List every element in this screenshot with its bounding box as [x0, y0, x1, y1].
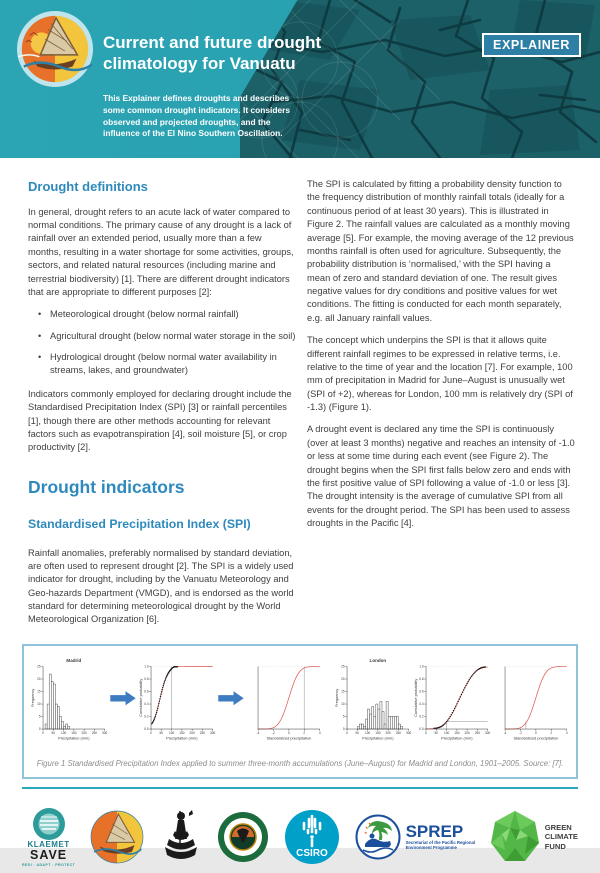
green-climate-fund-logo — [490, 810, 578, 864]
page-title-line1: Current and future drought — [103, 33, 322, 52]
sprep-name: SPREP — [405, 821, 464, 841]
gcf-line3: FUND — [544, 841, 566, 851]
right-column — [307, 178, 575, 636]
svg-text:150: 150 — [454, 730, 460, 735]
svg-text:150: 150 — [71, 730, 77, 735]
explainer-badge: EXPLAINER — [482, 33, 581, 57]
svg-text:0.8: 0.8 — [143, 677, 149, 682]
svg-text:20: 20 — [37, 677, 41, 682]
list-item: • Meteorological drought (below normal rainfall) — [38, 308, 296, 321]
svg-text:0: 0 — [38, 727, 41, 732]
svg-text:Frequency: Frequency — [334, 688, 340, 707]
save-label: SAVE — [30, 847, 68, 862]
svg-text:4: 4 — [319, 730, 321, 735]
svg-text:0: 0 — [149, 730, 152, 735]
madrid-cumulative-probability-chart — [138, 656, 216, 755]
svg-text:5: 5 — [38, 714, 41, 719]
paragraph: The SPI is calculated by fitting a probability density function to the frequency distribution of monthly rainfall totals (ideally for a continuous period of at least 30 years). This is illustrated in Figure 2. The rainfall values are calculated as a monthly moving average [5]. For example, the moving average of the 12 previous months rainfall is often used for agriculture. Subsequently, the probability distribution is ‘normalised,’ with the SPI having a mean of zero and standard deviation of one. The result gives negative values for dry conditions and positive values for wet conditions. The fitting is conducted for each month separately, e.g. all January rainfall values. — [307, 179, 574, 323]
footer-separator — [22, 787, 578, 789]
svg-text:0: 0 — [42, 730, 44, 735]
svg-text:Cumulative probability: Cumulative probability — [413, 678, 419, 717]
svg-text:0: 0 — [343, 727, 345, 732]
klaemet-save-icon — [32, 807, 66, 841]
svg-text:10: 10 — [37, 702, 41, 707]
svg-text:0.2: 0.2 — [419, 714, 424, 719]
svg-text:300: 300 — [209, 730, 216, 735]
csiro-logo — [284, 809, 340, 865]
header-banner — [0, 0, 600, 158]
svg-text:200: 200 — [385, 730, 392, 735]
svg-text:100: 100 — [60, 730, 67, 735]
klaemet-tagline: REDI · ADAPT · PROTECT — [22, 863, 76, 868]
svg-text:300: 300 — [406, 730, 412, 735]
svg-text:Frequency: Frequency — [30, 688, 36, 707]
svg-text:London: London — [369, 657, 387, 663]
right-arrow-icon — [109, 690, 137, 707]
figure-1-box — [22, 644, 578, 779]
svg-text:100: 100 — [365, 730, 371, 735]
svg-text:Precipitation (mm): Precipitation (mm) — [165, 735, 198, 741]
canoe-project-logo — [90, 810, 144, 864]
vanuatu-canoe-logo — [16, 10, 94, 88]
svg-text:25: 25 — [341, 664, 345, 669]
canoe-circle-icon — [90, 810, 144, 864]
paragraph: Rainfall anomalies, preferably normalised by standard deviation, are often used to represent drought [2]. The SPI is a widely used indicator for drought, including by the Vanuatu Meteorology and Geo-hazards Department (VMGD), and is endorsed as the world standard for determining meteorological drought by the World Meteorological Organization [6]. — [28, 547, 294, 625]
sprep-text — [406, 823, 476, 851]
svg-text:50: 50 — [355, 730, 360, 735]
list-item: • Hydrological drought (below normal water availability in streams, lakes, and groundwater) — [38, 351, 296, 378]
svg-text:Precipitation (mm): Precipitation (mm) — [362, 735, 394, 741]
svg-text:20: 20 — [341, 677, 345, 682]
vmgd-circle-icon — [217, 811, 269, 863]
svg-text:2: 2 — [303, 730, 306, 735]
paragraph: A drought event is declared any time the SPI is continuously (over at least 3 months) negative and reaches an intensity of -1.0 or less at some time during each event (see Figure 2). The drought begins when the SPI first falls below zero and ends with the first positive value of SPI following a value of -1.0 or less [3]. The drought intensity is the average of cumulative SPI from all events for the drought period. The SPI has been used to assess droughts in the Pacific [4]. — [307, 424, 575, 528]
svg-text:Precipitation (mm): Precipitation (mm) — [441, 735, 473, 741]
page-title — [103, 33, 333, 74]
gcf-line2: CLIMATE — [544, 832, 578, 842]
svg-text:0: 0 — [425, 730, 427, 735]
svg-text:Madrid: Madrid — [66, 657, 82, 663]
vmgd-logo — [217, 811, 269, 863]
svg-text:-2: -2 — [518, 730, 522, 735]
heading-drought-definitions: Drought definitions — [28, 179, 148, 194]
london-standardized-precipitation-chart — [492, 656, 570, 755]
svg-text:Cumulative probability: Cumulative probability — [137, 678, 143, 717]
svg-text:300: 300 — [102, 730, 108, 735]
page-subtitle: This Explainer defines droughts and describes some common drought indicators. It considers observed and projected droughts, and the influence of the El Nino Southern Oscillation. — [103, 93, 291, 139]
svg-text:0.0: 0.0 — [143, 727, 149, 732]
svg-text:100: 100 — [168, 730, 174, 735]
svg-text:15: 15 — [341, 689, 345, 694]
paragraph: Indicators commonly employed for declaring drought include the Standardised Precipitation Index (SPI) [3] or rainfall percentiles [1], though there are other methods accounting for relevant factors such as evapotranspiration [4], soil moisture [5], or crop productivity [2]. — [28, 388, 292, 453]
paragraph: The concept which underpins the SPI is that it allows quite different rainfall regimes to be expressed in relative terms, i.e. relative to the time of year and the location [7]. For example, 100 mm of precipitation in Madrid for June–August is unusually wet (SPI of +2), whereas for London, 100 mm is relatively dry (SPI of -1.3) (Figure 1). — [307, 335, 573, 412]
svg-text:200: 200 — [464, 730, 470, 735]
svg-text:250: 250 — [91, 730, 98, 735]
svg-text:0.6: 0.6 — [143, 689, 149, 694]
svg-text:4: 4 — [565, 730, 568, 735]
svg-text:0: 0 — [346, 730, 349, 735]
svg-text:0.6: 0.6 — [419, 689, 424, 694]
sprep-island-icon — [355, 814, 401, 860]
figure-1-caption: Figure 1 Standardised Precipitation Index applied to summer three-month accumulations (June–August) for Madrid and London, 1901–2005. Source: [7]. — [36, 758, 564, 768]
list-item: • Agricultural drought (below normal water storage in the soil) — [38, 330, 296, 343]
csiro-circle-icon — [284, 809, 340, 865]
partner-logos — [22, 801, 578, 873]
svg-text:5: 5 — [343, 714, 345, 719]
svg-text:50: 50 — [434, 730, 439, 735]
svg-text:0.2: 0.2 — [143, 714, 149, 719]
svg-text:250: 250 — [474, 730, 481, 735]
svg-text:0.0: 0.0 — [419, 727, 424, 732]
svg-text:-4: -4 — [257, 730, 260, 735]
klaemet-save-logo — [22, 807, 75, 867]
svg-text:1.0: 1.0 — [419, 664, 424, 669]
heading-spi: Standardised Precipitation Index (SPI) — [28, 516, 251, 531]
body-columns — [0, 158, 600, 636]
gcf-line1: GREEN — [544, 822, 572, 832]
svg-text:-4: -4 — [503, 730, 507, 735]
sprep-subtitle-2: Environment Programme — [405, 845, 457, 851]
drought-types-list — [28, 308, 296, 378]
right-arrow-icon — [217, 690, 245, 707]
svg-text:0: 0 — [534, 730, 537, 735]
csiro-label: CSIRO — [296, 847, 328, 859]
svg-text:0.8: 0.8 — [419, 677, 424, 682]
svg-text:2: 2 — [550, 730, 553, 735]
svg-text:0.4: 0.4 — [143, 702, 149, 707]
svg-text:100: 100 — [444, 730, 450, 735]
svg-text:50: 50 — [51, 730, 56, 735]
coat-of-arms-icon — [159, 809, 203, 865]
svg-text:Standardized precipitation: Standardized precipitation — [513, 735, 559, 741]
svg-text:250: 250 — [396, 730, 402, 735]
svg-text:300: 300 — [485, 730, 491, 735]
svg-text:150: 150 — [178, 730, 185, 735]
svg-text:15: 15 — [37, 689, 41, 694]
svg-text:25: 25 — [37, 664, 41, 669]
figure-1-charts — [30, 656, 570, 755]
svg-text:1.0: 1.0 — [143, 664, 149, 669]
vanuatu-coat-of-arms-logo — [159, 809, 203, 865]
gcf-text — [545, 823, 578, 851]
madrid-histogram-chart — [30, 656, 108, 755]
canoe-sail-icon — [16, 10, 94, 88]
paragraph: In general, drought refers to an acute lack of water compared to normal conditions. The primary cause of any drought is a lack of rainfall over an extended period, usually more than a few months, resulting in a water shortage for some activities, groups, sectors, and related natural resources (including marine and terrestrial biodiversity) [1]. There are different drought indicators that are appropriate to different purposes [2]: — [28, 206, 294, 297]
sprep-subtitle-1: Secretariat of the Pacific Regional — [405, 839, 476, 845]
london-histogram-chart — [334, 656, 412, 755]
svg-text:150: 150 — [375, 730, 381, 735]
svg-text:0: 0 — [288, 730, 291, 735]
svg-text:200: 200 — [81, 730, 87, 735]
svg-text:250: 250 — [199, 730, 205, 735]
gcf-globe-icon — [490, 810, 540, 864]
svg-text:10: 10 — [341, 702, 345, 707]
page-title-line2: climatology for Vanuatu — [103, 53, 296, 73]
svg-text:Precipitation (mm): Precipitation (mm) — [58, 735, 90, 741]
heading-drought-indicators: Drought indicators — [28, 476, 185, 497]
svg-text:50: 50 — [159, 730, 163, 735]
klaemet-label: KLAEMET — [27, 839, 70, 849]
svg-text:200: 200 — [189, 730, 195, 735]
svg-text:-2: -2 — [272, 730, 276, 735]
svg-text:0.4: 0.4 — [419, 702, 424, 707]
svg-text:Standardized precipitation: Standardized precipitation — [266, 735, 312, 741]
london-cumulative-probability-chart — [413, 656, 491, 755]
sprep-logo — [355, 814, 476, 860]
madrid-standardized-precipitation-chart — [245, 656, 323, 755]
left-column — [28, 178, 296, 636]
